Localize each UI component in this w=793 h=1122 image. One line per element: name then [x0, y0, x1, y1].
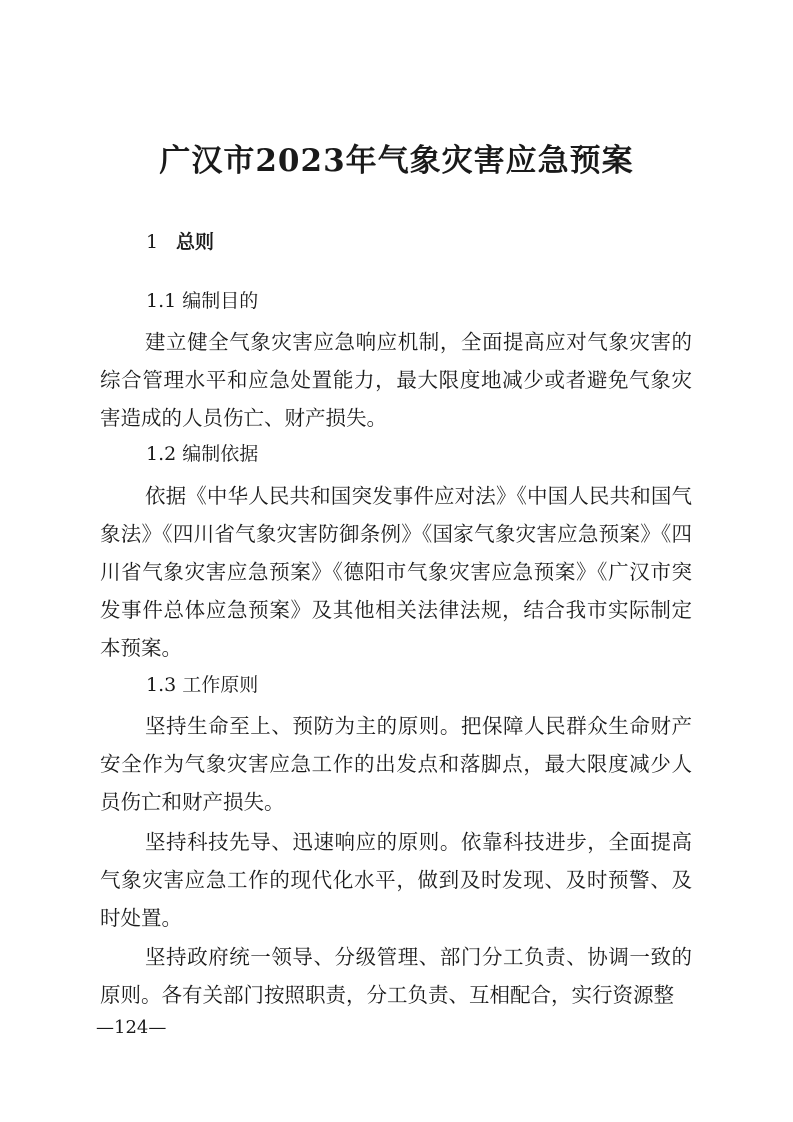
section-1-3-paragraph-3: 坚持政府统一领导、分级管理、部门分工负责、协调一致的原则。各有关部门按照职责，分工负责、互相配合，实行资源整 [100, 945, 692, 1007]
page-number: —124— [96, 1017, 167, 1038]
section-1-title: 总则 [176, 231, 215, 253]
document-title: 广汉市2023年气象灾害应急预案 [159, 143, 634, 179]
section-1-3-paragraph-1: 坚持生命至上、预防为主的原则。把保障人民群众生命财产安全作为气象灾害应急工作的出发点和落脚点，最大限度减少人员伤亡和财产损失。 [100, 714, 692, 814]
section-1-3-paragraph-2: 坚持科技先导、迅速响应的原则。依靠科技进步，全面提高气象灾害应急工作的现代化水平，做到及时发现、及时预警、及时处置。 [100, 830, 692, 930]
section-1-number: 1 [146, 231, 159, 253]
section-1-3-heading: 1.3 工作原则 [146, 674, 259, 696]
section-1-2-paragraph: 依据《中华人民共和国突发事件应对法》《中国人民共和国气象法》《四川省气象灾害防御条例》《国家气象灾害应急预案》《四川省气象灾害应急预案》《德阳市气象灾害应急预案》《广汉市突发事件总体应急预案》及其他相关法律法规，结合我市实际制定本预案。 [100, 484, 692, 660]
section-1-1-heading: 1.1 编制目的 [146, 290, 259, 312]
section-1-2-heading: 1.2 编制依据 [146, 443, 259, 465]
section-1-1-paragraph: 建立健全气象灾害应急响应机制，全面提高应对气象灾害的综合管理水平和应急处置能力，最大限度地减少或者避免气象灾害造成的人员伤亡、财产损失。 [100, 330, 692, 430]
section-1-heading [146, 228, 214, 256]
